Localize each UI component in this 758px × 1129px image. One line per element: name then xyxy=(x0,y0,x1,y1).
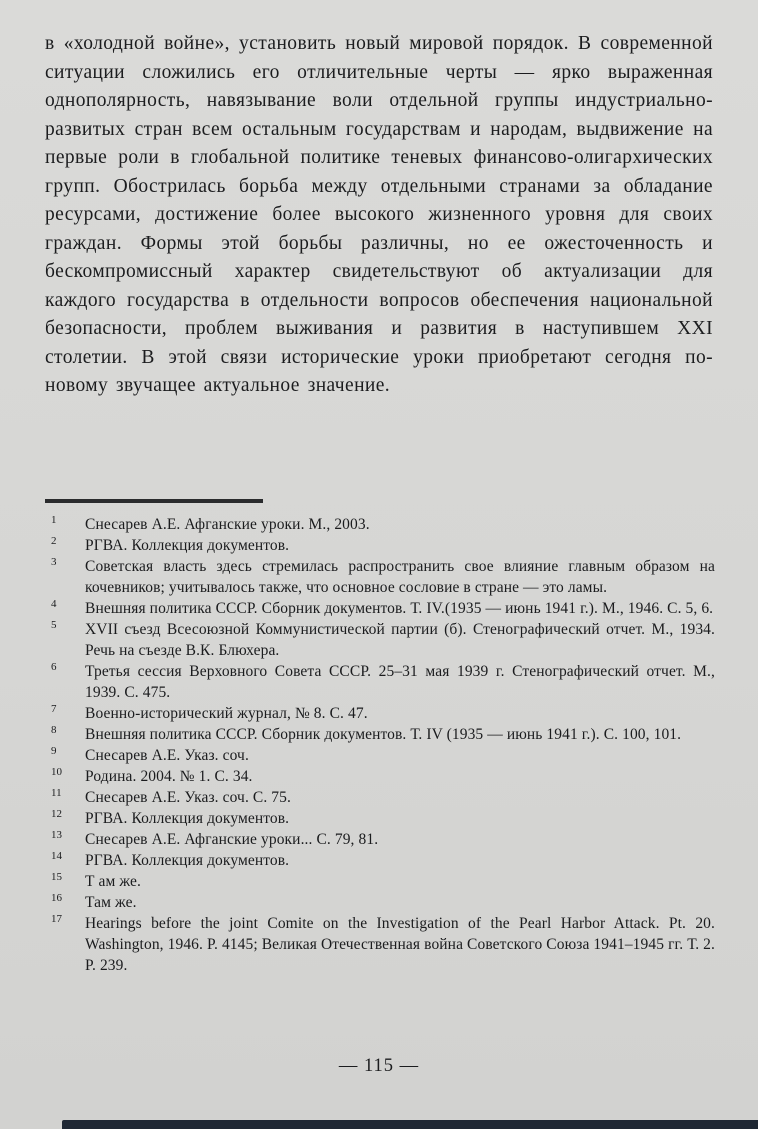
footnote-text: РГВА. Коллекция документов. xyxy=(85,537,290,554)
footnote-text: Т ам же. xyxy=(85,873,141,890)
footnote-text: Снесарев А.Е. Указ. соч. С. 75. xyxy=(85,789,291,806)
footnote-text: Внешняя политика СССР. Сборник документов. Т. IV (1935 — июнь 1941 г.). С. 100, 101. xyxy=(85,726,682,743)
footnote-item xyxy=(45,787,715,808)
body-paragraph: в «холодной войне», установить новый мировой порядок. В современной ситуации сложились его отличительные черты — ярко выраженная однополярность, навязывание воли отдельной группы индустриально-развитых стран всем остальным государствам и народам, выдвижение на первые роли в глобальной политике теневых финансово-олигархических групп. Обострилась борьба между отдельными странами за обладание ресурсами, достижение более высокого жизненного уровня для своих граждан. Формы этой борьбы различны, но ее ожесточенность и бескомпромиссный характер свидетельствуют об актуализации для каждого государства в отдельности вопросов обеспечения национальной безопасности, проблем выживания и развития в наступившем XXI столетии. В этой связи исторические уроки приобретают сегодня по-новому звучащее актуальное значение. xyxy=(45,33,713,396)
footnote-text: РГВА. Коллекция документов. xyxy=(85,810,290,827)
footnote-number: 8 xyxy=(51,724,57,736)
footnote-item xyxy=(45,535,715,556)
footnote-number: 4 xyxy=(51,598,57,610)
footnote-number: 11 xyxy=(51,787,62,799)
footnote-number: 12 xyxy=(51,808,62,820)
footnote-text: РГВА. Коллекция документов. xyxy=(85,852,290,869)
footnote-item xyxy=(45,514,715,535)
footnote-item xyxy=(45,598,715,619)
footnote-text: Третья сессия Верховного Совета СССР. 25–31 мая 1939 г. Стенографический отчет. М., 1939. С. 475. xyxy=(85,663,715,701)
footnote-item xyxy=(45,703,715,724)
footnote-item xyxy=(45,619,715,661)
footnote-text: Снесарев А.Е. Указ. соч. xyxy=(85,747,249,764)
footnote-number: 7 xyxy=(51,703,57,715)
footnote-item xyxy=(45,871,715,892)
footnote-number: 1 xyxy=(51,514,57,526)
footnote-number: 9 xyxy=(51,745,57,757)
page-number: — 115 — xyxy=(338,1056,420,1076)
footnote-item xyxy=(45,556,715,598)
footnotes-list xyxy=(45,514,715,976)
footnote-text: Родина. 2004. № 1. С. 34. xyxy=(85,768,253,785)
footnote-item xyxy=(45,766,715,787)
footnote-item xyxy=(45,661,715,703)
footnote-number: 17 xyxy=(51,913,62,925)
footnote-text: Там же. xyxy=(85,894,137,911)
footnote-text: Снесарев А.Е. Афганские уроки. М., 2003. xyxy=(85,516,370,533)
footnote-number: 6 xyxy=(51,661,57,673)
footnote-text: Снесарев А.Е. Афганские уроки... С. 79, 81. xyxy=(85,831,379,848)
footnote-text: Военно-исторический журнал, № 8. С. 47. xyxy=(85,705,368,722)
footnote-number: 13 xyxy=(51,829,62,841)
footnote-text: Hearings before the joint Comite on the Investigation of the Pearl Harbor Attack. Pt. 20. Washington, 1946. P. 4145; Великая Отечественная война Советского Союза 1941–1945 гг. Т. 2. P. 239. xyxy=(85,915,715,974)
footnote-text: XVII съезд Всесоюзной Коммунистической партии (б). Стенографический отчет. М., 1934. Речь на съезде В.К. Блюхера. xyxy=(85,621,715,659)
scan-edge-artifact xyxy=(62,1120,758,1129)
footnote-number: 3 xyxy=(51,556,57,568)
footnote-number: 2 xyxy=(51,535,57,547)
footnote-item xyxy=(45,724,715,745)
footnote-item xyxy=(45,913,715,976)
footnote-number: 14 xyxy=(51,850,62,862)
footnote-text: Внешняя политика СССР. Сборник документов. Т. IV.(1935 — июнь 1941 г.). М., 1946. С. 5, 6. xyxy=(85,600,714,617)
footnote-number: 5 xyxy=(51,619,57,631)
footnote-separator xyxy=(45,499,263,503)
footnote-item xyxy=(45,829,715,850)
footnote-number: 10 xyxy=(51,766,62,778)
footnote-item xyxy=(45,745,715,766)
footnote-text: Советская власть здесь стремилась распространить свое влияние главным образом на кочевников; учитывалось также, что основное сословие в стране — это ламы. xyxy=(85,558,715,596)
footnote-item xyxy=(45,892,715,913)
footnote-item xyxy=(45,808,715,829)
footnote-number: 15 xyxy=(51,871,62,883)
footnote-number: 16 xyxy=(51,892,62,904)
footnote-item xyxy=(45,850,715,871)
